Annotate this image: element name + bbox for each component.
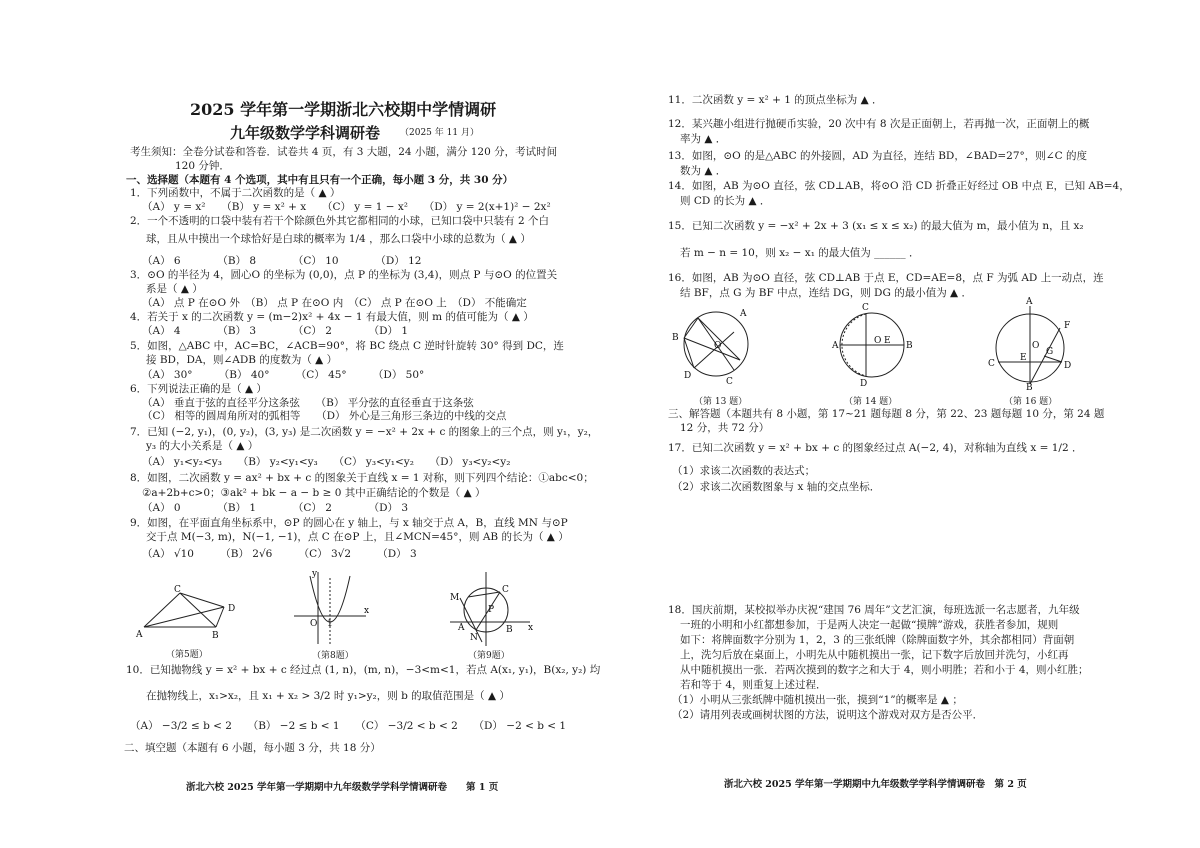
notice-line-1: 考生须知：全卷分试卷和答卷．试卷共 4 页，有 3 大题，24 小题，满分 120 分，考试时间: [130, 146, 558, 158]
page-2-footer: 浙北六校 2025 学年第一学期期中九年级数学学科学情调研卷 第 2 页: [724, 779, 1027, 790]
q5-stem-2: 接 BD，DA，则∠ADB 的度数为（ ▲ ）: [146, 354, 338, 366]
q9-label-x: x: [528, 623, 534, 633]
caption-q14: （第 14 题）: [844, 397, 898, 407]
q9-stem-2: 交于点 M(−3, m)，N(−1, −1)，点 C 在⊙P 上，且∠MCN=45°，则 AB 的长为（ ▲ ）: [146, 531, 569, 543]
q2-stem-1: 2．一个不透明的口袋中装有若干个除颜色外其它都相同的小球，已知口袋中只装有 2 个白: [130, 215, 550, 227]
q17-part-2: （2）求该二次函数图象与 x 轴的交点坐标．: [672, 481, 881, 493]
q18-part-1: （1）小明从三张纸牌中随机摸出一张，摸到“1”的概率是 ▲ ；: [672, 694, 963, 706]
page-1-footer: 浙北六校 2025 学年第一学期期中九年级数学学科学情调研卷 第 1 页: [186, 782, 499, 793]
q6-options-cd: （C） 相等的圆周角所对的弧相等 （D） 外心是三角形三条边的中线的交点: [142, 410, 507, 422]
q14-label-c: C: [862, 303, 869, 313]
q16-label-o: O: [1032, 341, 1040, 351]
q9-label-n: N: [470, 633, 478, 643]
caption-q16: （第 16 题）: [1004, 397, 1058, 407]
q16-line-2: 结 BF，点 G 为 BF 中点，连结 DG，则 DG 的最小值为 ▲ ．: [680, 287, 972, 299]
q13-label-o: O: [714, 341, 722, 351]
q6-stem: 6．下列说法正确的是（ ▲ ）: [130, 383, 267, 395]
q14-label-e: E: [884, 336, 891, 346]
q12-line-2: 率为 ▲ ．: [680, 133, 727, 145]
q8-stem-1: 8．如图，二次函数 y = ax² + bx + c 的图象关于直线 x = 1 对称，则下列四个结论：①abc<0；: [130, 472, 594, 484]
q2-options: （A） 6 （B） 8 （C） 10 （D） 12: [142, 255, 422, 267]
q13-edge-ab: [684, 318, 698, 338]
q4-stem: 4．若关于 x 的二次函数 y = (m−2)x² + 4x − 1 有最大值，则 m 的值可能为（ ▲ ）: [130, 311, 534, 323]
q16-label-e: E: [1020, 353, 1027, 363]
q8-label-o: O: [310, 619, 318, 629]
q8-options: （A） 0 （B） 1 （C） 2 （D） 3: [142, 502, 409, 514]
q10-stem-1: 10．已知抛物线 y = x² + bx + c 经过点 (1, n)，(m, n)，−3<m<1，若点 A(x₁, y₁)，B(x₂, y₂) 均: [126, 664, 601, 676]
section-3-heading-1: 三、解答题（本题共有 8 小题，第 17~21 题每题 8 分，第 22、23 题每题 10 分，第 24 题: [668, 408, 1105, 420]
q13-label-d: D: [684, 371, 692, 381]
q9-label-p: P: [488, 605, 495, 615]
q5-label-b: B: [212, 631, 219, 641]
q7-stem-1: 7．已知 (−2, y₁)，(0, y₂)，(3, y₃) 是二次函数 y = −x² + 2x + c 的图象上的三个点，则 y₁，y₂，: [130, 426, 599, 438]
q6-options-ab: （A） 垂直于弦的直径平分这条弦 （B） 平分弦的直径垂直于这条弦: [142, 397, 474, 409]
caption-q13: （第 13 题）: [694, 397, 748, 407]
section-1-heading: 一、选择题（本题有 4 个选项，其中有且只有一个正确，每小题 3 分，共 30 分）: [126, 174, 514, 186]
q13-label-b: B: [672, 333, 679, 343]
section-3-heading-2: 12 分，共 72 分）: [680, 422, 770, 434]
q5-label-a: A: [136, 630, 143, 640]
q13-line-1: 13．如图，⊙O 的是△ABC 的外接圆，AD 为直径，连结 BD，∠BAD=27°，则∠C 的度: [668, 150, 1087, 162]
q5-edge-ac: [144, 593, 180, 627]
figure-q9: [446, 570, 536, 650]
q5-edge-bd: [216, 607, 224, 627]
q8-label-1: 1: [327, 619, 333, 629]
q13-label-a: A: [740, 309, 747, 319]
q9-label-m: M: [450, 593, 460, 603]
exam-subtitle: 九年级数学学科调研卷: [230, 124, 381, 142]
q15-line-2: 若 m − n = 10，则 x₂ − x₁ 的最大值为 ______ ．: [680, 247, 920, 259]
exam-title: 2025 学年第一学期浙北六校期中学情调研: [190, 100, 497, 119]
q14-line-2: 则 CD 的长为 ▲ ．: [680, 195, 771, 207]
q12-line-1: 12．某兴趣小组进行抛硬币实验，20 次中有 8 次是正面朝上，若再抛一次，正面朝上的概: [668, 118, 1090, 130]
q10-stem-2: 在抛物线上，x₁>x₂，且 x₁ + x₂ > 3/2 时 y₁>y₂，则 b 的取值范围是（ ▲ ）: [146, 690, 510, 702]
q17-stem: 17．已知二次函数 y = x² + bx + c 的图象经过点 A(−2, 4)，对称轴为直线 x = 1/2 ．: [668, 442, 1083, 454]
q16-label-d: D: [1064, 361, 1072, 371]
figure-q5: [136, 585, 246, 645]
q13-line-2: 数为 ▲ ．: [680, 165, 727, 177]
q8-stem-2: ②a+2b+c>0；③ak² + bk − a − b ≥ 0 其中正确结论的个数是（ ▲ ）: [142, 487, 486, 499]
q18-line-4: 上，洗匀后放在桌面上，小明先从中随机摸出一张，记下数字后放回并洗匀，小红再: [680, 649, 1069, 661]
q3-stem-2: 系是（ ▲ ）: [146, 283, 203, 295]
q17-part-1: （1）求该二次函数的表达式；: [672, 465, 816, 477]
q18-line-2: 一班的小明和小红都想参加，于是两人决定一起做“摸牌”游戏，获胜者参加，规则: [680, 619, 1059, 631]
q8-label-y: y: [312, 569, 318, 579]
q5-edge-ad: [144, 607, 224, 627]
q16-label-f: F: [1064, 321, 1071, 331]
notice-line-2: 120 分钟．: [175, 160, 230, 172]
exam-date: （2025 年 11 月）: [400, 128, 479, 138]
figure-q16: [986, 297, 1076, 393]
q13-edge-ac: [698, 318, 740, 360]
q13-edge-bc: [684, 338, 740, 360]
caption-q5: （第5题）: [166, 650, 208, 660]
q18-line-1: 18．国庆前期，某校拟举办庆祝“建国 76 周年”文艺汇演，每班选派一名志愿者，九年级: [668, 604, 1080, 616]
q14-label-a: A: [832, 341, 839, 351]
q9-label-a: A: [458, 623, 465, 633]
q14-label-o: O: [874, 336, 882, 346]
q18-line-5: 从中随机摸出一张．若两次摸到的数字之和大于 4，则小明胜；若和小于 4，则小红胜；: [680, 664, 1089, 676]
q2-stem-2: 球，且从中摸出一个球恰好是白球的概率为 1/4 ，那么口袋中小球的总数为（ ▲ ）: [146, 233, 531, 245]
q18-part-2: （2）请用列表或画树状图的方法，说明这个游戏对双方是否公平．: [672, 709, 984, 721]
q5-stem-1: 5．如图，△ABC 中，AC=BC，∠ACB=90°，将 BC 绕点 C 逆时针旋转 30° 得到 DC，连: [130, 340, 564, 352]
q4-options: （A） 4 （B） 3 （C） 2 （D） 1: [142, 325, 409, 337]
q3-options: （A） 点 P 在⊙O 外 （B） 点 P 在⊙O 内 （C） 点 P 在⊙O 上 （D） 不能确定: [142, 297, 527, 309]
q7-options: （A） y₁<y₂<y₃ （B） y₂<y₁<y₃ （C） y₃<y₁<y₂ （D） y₃<y₂<y₂: [142, 456, 511, 468]
q14-line-1: 14．如图，AB 为⊙O 直径，弦 CD⊥AB，将⊙O 沿 CD 折叠正好经过 OB 中点 E，已知 AB=4，: [668, 180, 1130, 192]
q13-label-c: C: [726, 377, 733, 387]
q14-label-d: D: [860, 379, 868, 389]
q18-line-3: 如下：将牌面数字分别为 1，2，3 的三张纸牌（除牌面数字外，其余都相同）背面朝: [680, 634, 1075, 646]
caption-q8: （第8题）: [312, 651, 354, 661]
page-2: [600, 0, 1200, 848]
q7-stem-2: y₃ 的大小关系是（ ▲ ）: [146, 440, 259, 452]
q15-line-1: 15．已知二次函数 y = −x² + 2x + 3 (x₁ ≤ x ≤ x₂) 的最大值为 m，最小值为 n，且 x₂: [668, 220, 1084, 232]
q16-label-b: B: [1026, 383, 1033, 393]
q1-stem: 1．下列函数中，不属于二次函数的是（ ▲ ）: [130, 187, 341, 199]
q9-stem-1: 9．如图，在平面直角坐标系中，⊙P 的圆心在 y 轴上，与 x 轴交于点 A，B，直线 MN 与⊙P: [130, 517, 568, 529]
q5-label-c: C: [174, 585, 181, 595]
q1-options: （A） y = x² （B） y = x² + x （C） y = 1 − x² （D） y = 2(x+1)² − 2x²: [142, 201, 551, 213]
q16-label-g: G: [1046, 347, 1054, 357]
figure-q13: [670, 302, 770, 392]
q16-line-1: 16．如图，AB 为⊙O 直径，弦 CD⊥AB 于点 E，CD=AE=8，点 F 为弧 AD 上一动点，连: [668, 272, 1104, 284]
q9-label-b: B: [506, 625, 513, 635]
q5-label-d: D: [228, 604, 236, 614]
q16-label-c: C: [988, 359, 995, 369]
q8-label-x: x: [364, 606, 370, 616]
q9-options: （A） √10 （B） 2√6 （C） 3√2 （D） 3: [142, 548, 417, 560]
q5-options: （A） 30° （B） 40° （C） 45° （D） 50°: [142, 369, 425, 381]
q14-label-b: B: [906, 341, 913, 351]
q9-label-c: C: [502, 585, 509, 595]
q18-line-6: 若和等于 4，则重复上述过程．: [680, 679, 827, 691]
q11: 11．二次函数 y = x² + 1 的顶点坐标为 ▲ ．: [668, 94, 883, 106]
figure-q14: [832, 300, 912, 390]
caption-q9: （第9题）: [468, 651, 510, 661]
section-2-heading: 二、填空题（本题有 6 小题，每小题 3 分，共 18 分）: [124, 742, 381, 754]
q16-label-a: A: [1026, 297, 1033, 307]
q3-stem-1: 3．⊙O 的半径为 4，圆心O 的坐标为 (0,0)，点 P 的坐标为 (3,4)，则点 P 与⊙O 的位置关: [130, 269, 558, 281]
figure-q8: [292, 568, 372, 648]
q5-edge-cd: [180, 593, 224, 607]
q10-options: （A） −3/2 ≤ b < 2 （B） −2 ≤ b < 1 （C） −3/2 < b < 2 （D） −2 < b < 1: [130, 720, 567, 732]
